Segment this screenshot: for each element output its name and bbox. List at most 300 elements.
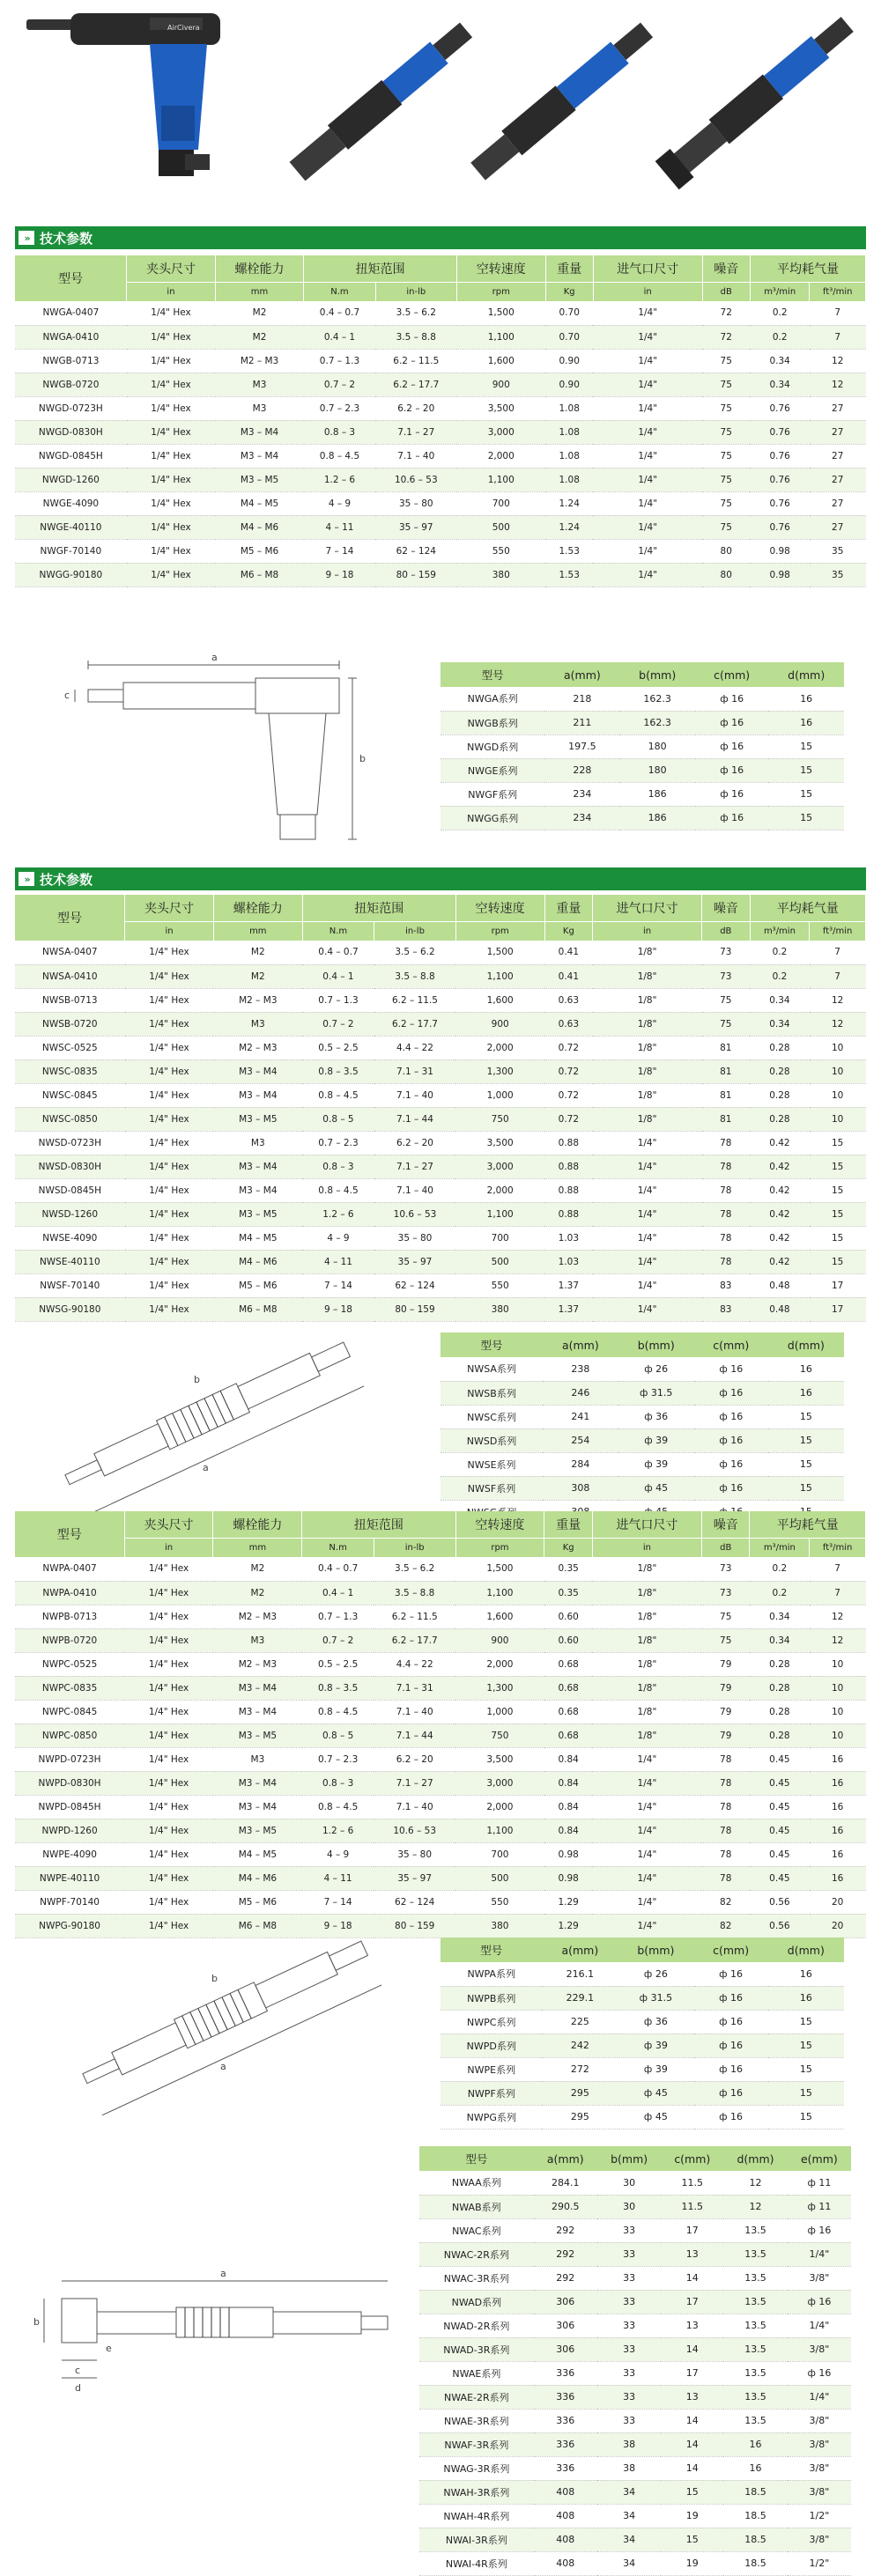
table-cell: 500 (455, 1250, 544, 1273)
table-cell: 1/4" Hex (125, 1107, 214, 1131)
table-cell: M3 (215, 396, 304, 420)
table-cell: 0.28 (750, 1700, 810, 1723)
table-cell: 79 (701, 1700, 750, 1723)
table-cell: 16 (768, 1357, 844, 1381)
table-cell: 0.8 – 4.5 (302, 1083, 374, 1107)
table-cell: 10 (810, 1059, 866, 1083)
table-cell: 18.5 (723, 2551, 788, 2575)
table-cell: 75 (702, 988, 751, 1012)
table-cell: 82 (701, 1890, 750, 1914)
dim-label-b: b (211, 1973, 218, 1984)
table-cell: 0.5 – 2.5 (302, 1036, 374, 1059)
table-cell: 78 (701, 1771, 750, 1795)
dim-header-cell: c(mm) (695, 662, 768, 687)
table-cell: M4 – M6 (213, 1250, 302, 1273)
table-cell: 16 (810, 1866, 866, 1890)
table-cell: 1/2" (788, 2551, 851, 2575)
table-cell: 1/4" (593, 1202, 702, 1226)
table-cell: 0.98 (750, 563, 810, 587)
table-cell: 0.76 (750, 515, 810, 539)
table-cell: NWAC-3R系列 (419, 2266, 534, 2290)
spec-unit-cell: in (593, 282, 702, 301)
table-cell: NWSC-0850 (15, 1107, 125, 1131)
table-cell: 18.5 (723, 2528, 788, 2551)
table-cell: 0.5 – 2.5 (302, 1652, 374, 1676)
table-cell: 16 (723, 2432, 788, 2456)
table-cell: 0.34 (750, 1012, 810, 1036)
table-cell: 3.5 – 6.2 (374, 1557, 455, 1581)
table-cell: 211 (544, 711, 619, 734)
table-cell: NWSF系列 (440, 1476, 543, 1500)
table-cell: 306 (534, 2290, 597, 2314)
table-cell: 75 (702, 515, 750, 539)
table-cell: 17 (810, 1273, 866, 1297)
spec-unit-cell: rpm (456, 282, 545, 301)
table-cell: 10.6 – 53 (374, 1202, 456, 1226)
table-cell: 7.1 – 44 (374, 1723, 455, 1747)
table-cell: NWSA系列 (440, 1357, 543, 1381)
spec-header-cell: 噪音 (702, 895, 751, 921)
table-cell: 1,600 (455, 1605, 544, 1628)
table-cell: 0.98 (750, 539, 810, 563)
table-cell: 550 (455, 1890, 544, 1914)
table-cell: 0.48 (750, 1273, 810, 1297)
spec-header-cell: 型号 (15, 255, 127, 301)
table-cell: 0.4 – 1 (302, 964, 374, 988)
dim-header-cell: d(mm) (768, 1938, 844, 1962)
table-cell: NWPD-1260 (15, 1819, 124, 1842)
table-cell: 229.1 (542, 1986, 618, 2010)
table-cell: 162.3 (619, 687, 695, 711)
table-row (419, 2242, 851, 2266)
table-cell: 34 (597, 2551, 662, 2575)
table-cell: 16 (768, 711, 844, 734)
table-cell: ф 16 (788, 2218, 851, 2242)
dim-label-c: c (64, 690, 70, 701)
table-cell: NWSB系列 (440, 1381, 543, 1405)
table-cell: 15 (768, 1428, 844, 1452)
table-row (15, 1795, 866, 1819)
table-cell: 15 (810, 1131, 866, 1155)
table-cell: 3,500 (455, 1747, 544, 1771)
table-cell: 0.4 – 0.7 (302, 1557, 374, 1581)
table-cell: NWPB-0720 (15, 1628, 124, 1652)
table-cell: 13.5 (723, 2290, 788, 2314)
table-cell: 3/8" (788, 2409, 851, 2432)
table-cell: 0.72 (544, 1083, 593, 1107)
table-cell: 15 (768, 2033, 844, 2057)
spec-unit-cell: in (125, 921, 214, 941)
spec-unit-cell: N.m (302, 1538, 374, 1557)
table-cell: M3 – M5 (213, 1202, 302, 1226)
table-cell: 16 (768, 1986, 844, 2010)
table-cell: 17 (810, 1297, 866, 1321)
table-cell: 1/4" Hex (124, 1723, 213, 1747)
table-cell: ф 26 (618, 1962, 693, 1986)
table-cell: 0.7 – 2 (302, 1012, 374, 1036)
table-cell: 33 (597, 2337, 662, 2361)
table-cell: NWPF系列 (440, 2081, 542, 2105)
table-cell: 75 (701, 1628, 750, 1652)
table-cell: 1.24 (545, 515, 593, 539)
table-cell: ф 16 (788, 2290, 851, 2314)
table-cell: M6 – M8 (213, 1297, 302, 1321)
spec-header-cell: 重量 (545, 255, 593, 282)
table-cell: 3,000 (455, 1771, 544, 1795)
table-cell: 15 (768, 758, 844, 782)
table-cell: 1/8" (592, 1605, 701, 1628)
table-cell: 1/4" Hex (127, 444, 216, 468)
table-row (15, 1747, 866, 1771)
table-cell: 1.24 (545, 491, 593, 515)
table-cell: 4 – 9 (302, 1226, 374, 1250)
table-cell: 1,000 (455, 1083, 544, 1107)
spec-header-cell: 重量 (544, 895, 593, 921)
table-cell: 78 (701, 1842, 750, 1866)
table-cell: 15 (768, 2057, 844, 2081)
dim-header-cell: 型号 (440, 1332, 543, 1357)
table-cell: 1.03 (544, 1226, 593, 1250)
table-cell: ф 16 (695, 711, 768, 734)
dim-header-cell: b(mm) (597, 2146, 662, 2171)
table-cell: 73 (702, 941, 751, 964)
table-cell: 1/8" (593, 941, 702, 964)
table-cell: NWSD-0723H (15, 1131, 125, 1155)
angle-dimension-drawing (26, 2263, 405, 2457)
table-row (440, 2081, 844, 2105)
table-cell: 14 (661, 2409, 723, 2432)
table-cell: 33 (597, 2385, 662, 2409)
table-cell: 0.48 (750, 1297, 810, 1321)
table-cell: 246 (543, 1381, 618, 1405)
table-cell: M2 – M3 (213, 1652, 302, 1676)
table-cell: 1/4" Hex (125, 1036, 214, 1059)
table-cell: NWSE系列 (440, 1452, 543, 1476)
spec-unit-cell: Kg (544, 1538, 593, 1557)
table-cell: M4 – M5 (215, 491, 304, 515)
table-cell: 10 (810, 1700, 866, 1723)
table-cell: 0.60 (544, 1628, 593, 1652)
table-row (15, 1012, 866, 1036)
table-cell: 15 (810, 1250, 866, 1273)
table-cell: 10 (810, 1083, 866, 1107)
table-cell: 700 (456, 491, 545, 515)
table-row (440, 1452, 844, 1476)
table-cell: 1/4" Hex (127, 349, 216, 373)
table-cell: 1/4" (593, 491, 702, 515)
table-row (15, 1628, 866, 1652)
table-cell: 1.53 (545, 563, 593, 587)
table-cell: 7 – 14 (304, 539, 375, 563)
table-cell: 0.70 (545, 325, 593, 349)
table-cell: NWPA系列 (440, 1962, 542, 1986)
table-cell: ф 16 (694, 1962, 768, 1986)
dim-header-cell: d(mm) (723, 2146, 788, 2171)
table-cell: M5 – M6 (215, 539, 304, 563)
spec-unit-cell: ft³/min (810, 1538, 866, 1557)
table-cell: 15 (810, 1202, 866, 1226)
table-cell: 0.8 – 4.5 (302, 1700, 374, 1723)
table-cell: 1/4" Hex (127, 563, 216, 587)
spec-unit-cell: mm (215, 282, 304, 301)
table-cell: 0.8 – 4.5 (302, 1178, 374, 1202)
spec-unit-cell: ft³/min (810, 282, 866, 301)
table-cell: M2 (213, 941, 302, 964)
table-cell: 75 (701, 1605, 750, 1628)
table-cell: NWPD-0830H (15, 1771, 124, 1795)
table-cell: 180 (619, 734, 695, 758)
straight-screwdriver-image-2 (467, 4, 643, 207)
spec-header-cell: 螺栓能力 (213, 1511, 302, 1538)
table-cell: 27 (810, 515, 866, 539)
table-cell: 35 (810, 539, 866, 563)
table-cell: 1/4" Hex (124, 1890, 213, 1914)
table-cell: 12 (810, 1012, 866, 1036)
table-cell: 0.28 (750, 1723, 810, 1747)
table-cell: 3.5 – 8.8 (374, 964, 456, 988)
table-cell: 336 (534, 2385, 597, 2409)
table-cell: ф 45 (618, 2105, 693, 2129)
table-cell: 7.1 – 31 (374, 1059, 456, 1083)
spec-unit-cell: in-lb (374, 1538, 455, 1557)
table-cell: 30 (597, 2195, 662, 2218)
section-title: 技术参数 (40, 871, 93, 888)
table-cell: NWPE-4090 (15, 1842, 124, 1866)
dim-header-cell: a(mm) (544, 662, 619, 687)
table-cell: ф 16 (694, 1381, 768, 1405)
table-cell: M3 – M5 (213, 1723, 302, 1747)
table-cell: 1/8" (592, 1557, 701, 1581)
table-cell: 0.45 (750, 1795, 810, 1819)
table-cell: 7 – 14 (302, 1273, 374, 1297)
dim-header-cell: 型号 (440, 662, 544, 687)
table-cell: 1.08 (545, 468, 593, 491)
table-cell: 1/4" (593, 1273, 702, 1297)
spec-header-cell: 噪音 (701, 1511, 750, 1538)
table-cell: M3 (213, 1747, 302, 1771)
table-cell: NWGF系列 (440, 782, 544, 806)
table-cell: 12 (810, 373, 866, 396)
table-row (419, 2385, 851, 2409)
table-cell: ф 39 (618, 1452, 694, 1476)
table-cell: 900 (455, 1012, 544, 1036)
spec-unit-cell: Kg (545, 282, 593, 301)
table-cell: ф 45 (618, 1476, 694, 1500)
table-cell: 1/8" (593, 964, 702, 988)
table-cell: 1.03 (544, 1250, 593, 1273)
table-cell: 13 (661, 2385, 723, 2409)
table-row (15, 988, 866, 1012)
table-cell: 0.56 (750, 1914, 810, 1938)
table-cell: 0.4 – 0.7 (304, 301, 375, 325)
table-cell: 0.45 (750, 1866, 810, 1890)
table-cell: 0.42 (750, 1202, 810, 1226)
table-cell: 13.5 (723, 2242, 788, 2266)
table-cell: 7.1 – 44 (374, 1107, 456, 1131)
table-cell: 1.2 – 6 (302, 1202, 374, 1226)
table-cell: NWGA-0407 (15, 301, 127, 325)
table-cell: NWAH-4R系列 (419, 2504, 534, 2528)
table-cell: NWSG-90180 (15, 1297, 125, 1321)
table-cell: NWPB系列 (440, 1986, 542, 2010)
table-cell: 7 (810, 964, 866, 988)
dim-header-cell: b(mm) (618, 1332, 694, 1357)
table-row (15, 1059, 866, 1083)
spec-unit-cell: in-lb (375, 282, 456, 301)
table-cell: 0.98 (544, 1842, 593, 1866)
spec-header-cell: 型号 (15, 895, 125, 941)
table-cell: 1/8" (593, 988, 702, 1012)
table-cell: 75 (702, 491, 750, 515)
table-cell: 0.45 (750, 1747, 810, 1771)
table-cell: NWSD-0830H (15, 1155, 125, 1178)
table-cell: 75 (702, 349, 750, 373)
table-cell: 1/4" (593, 373, 702, 396)
spec-header-cell: 平均耗气量 (750, 255, 865, 282)
table-cell: 13 (661, 2314, 723, 2337)
table-cell: 3/8" (788, 2480, 851, 2504)
table-cell: 0.41 (544, 964, 593, 988)
spec-header-cell: 噪音 (702, 255, 750, 282)
brand-label: AirCivera (167, 24, 200, 32)
table-row (440, 2057, 844, 2081)
straight-dimension-drawing-1 (35, 1339, 388, 1488)
spec-unit-cell: mm (213, 1538, 302, 1557)
dim-header-cell: b(mm) (618, 1938, 693, 1962)
table-cell: 1,500 (456, 301, 545, 325)
table-cell: 6.2 – 11.5 (374, 1605, 455, 1628)
table-cell: 1/4" Hex (124, 1795, 213, 1819)
table-cell: 272 (542, 2057, 618, 2081)
table-cell: ф 36 (618, 1405, 694, 1428)
table-cell: 1/4" (593, 1131, 702, 1155)
table-cell: 1/4" (788, 2385, 851, 2409)
table-cell: NWAB系列 (419, 2195, 534, 2218)
table-cell: ф 11 (788, 2171, 851, 2195)
table-cell: NWSD-1260 (15, 1202, 125, 1226)
table-cell: 0.88 (544, 1155, 593, 1178)
table-row (440, 734, 844, 758)
table-cell: 35 – 97 (375, 515, 456, 539)
table-cell: 1/4" (593, 325, 702, 349)
table-cell: 78 (702, 1250, 751, 1273)
table-cell: NWAF-3R系列 (419, 2432, 534, 2456)
table-cell: 0.28 (750, 1083, 810, 1107)
table-cell: 1/8" (593, 1059, 702, 1083)
table-cell: 0.45 (750, 1819, 810, 1842)
table-row (419, 2480, 851, 2504)
dim-header-cell: 型号 (440, 1938, 542, 1962)
table-cell: 0.7 – 1.3 (302, 1605, 374, 1628)
table-row (15, 1652, 866, 1676)
table-cell: 306 (534, 2314, 597, 2337)
table-cell: 78 (702, 1131, 751, 1155)
table-cell: 72 (702, 301, 750, 325)
table-cell: 1/8" (593, 1107, 702, 1131)
table-cell: M3 (213, 1131, 302, 1155)
table-cell: M3 – M5 (215, 468, 304, 491)
table-cell: 336 (534, 2456, 597, 2480)
table-cell: 78 (701, 1795, 750, 1819)
table-cell: 1,500 (455, 1557, 544, 1581)
table-cell: 0.84 (544, 1771, 593, 1795)
table-cell: 0.76 (750, 396, 810, 420)
table-cell: 1/4" (593, 1297, 702, 1321)
pistol-dimension-drawing (62, 647, 379, 850)
table-cell: 1,100 (455, 964, 544, 988)
table-cell: 1.37 (544, 1273, 593, 1297)
table-cell: 80 – 159 (375, 563, 456, 587)
table-cell: 80 (702, 539, 750, 563)
table-cell: 81 (702, 1036, 751, 1059)
table-cell: M6 – M8 (215, 563, 304, 587)
table-cell: NWGD系列 (440, 734, 544, 758)
angle-screwdriver-image (643, 4, 855, 211)
table-cell: 14 (661, 2432, 723, 2456)
table-cell: 216.1 (542, 1962, 618, 1986)
table-cell: 0.35 (544, 1557, 593, 1581)
table-cell: 0.45 (750, 1842, 810, 1866)
table-row (440, 2033, 844, 2057)
table-cell: 1/4" Hex (124, 1866, 213, 1890)
table-cell: 0.8 – 5 (302, 1723, 374, 1747)
table-cell: 1/4" Hex (125, 964, 214, 988)
table-cell: NWGD-0830H (15, 420, 127, 444)
table-cell: NWPC-0525 (15, 1652, 124, 1676)
spec-unit-cell: rpm (455, 1538, 544, 1557)
table-cell: 83 (702, 1297, 751, 1321)
table-cell: 18.5 (723, 2480, 788, 2504)
table-cell: 1/4" Hex (125, 1273, 214, 1297)
table-cell: ф 16 (695, 782, 768, 806)
table-cell: M2 (213, 1581, 302, 1605)
table-cell: ф 16 (694, 1986, 768, 2010)
table-cell: 1/8" (593, 1012, 702, 1036)
table-row (419, 2528, 851, 2551)
table-cell: 0.72 (544, 1059, 593, 1083)
pistol-screwdriver-image (18, 9, 255, 185)
table-cell: 7.1 – 27 (374, 1155, 456, 1178)
table-cell: 38 (597, 2432, 662, 2456)
table-cell: NWPE-40110 (15, 1866, 124, 1890)
table-cell: 1,300 (455, 1059, 544, 1083)
table-cell: 0.2 (750, 325, 810, 349)
table-cell: 15 (661, 2480, 723, 2504)
table-row (15, 1178, 866, 1202)
table-cell: 1/4" Hex (124, 1771, 213, 1795)
table-cell: M3 (213, 1012, 302, 1036)
table-cell: NWSE-4090 (15, 1226, 125, 1250)
table-cell: 81 (702, 1107, 751, 1131)
table-cell: 3/8" (788, 2432, 851, 2456)
table-cell: 254 (543, 1428, 618, 1452)
table-cell: 7 (810, 1581, 866, 1605)
table-cell: 3,000 (456, 420, 545, 444)
table-cell: 380 (455, 1914, 544, 1938)
table-cell: 1/4" (593, 1226, 702, 1250)
table-cell: 1/4" (592, 1842, 701, 1866)
dim-table-nwp (440, 1938, 844, 2129)
table-cell: 33 (597, 2361, 662, 2385)
table-row (440, 758, 844, 782)
table-cell: 1/4" (593, 1178, 702, 1202)
table-cell: ф 39 (618, 2057, 693, 2081)
table-cell: 35 (810, 563, 866, 587)
table-cell: 1,100 (456, 325, 545, 349)
table-cell: 1,600 (456, 349, 545, 373)
table-cell: M4 – M5 (213, 1842, 302, 1866)
table-cell: 0.84 (544, 1747, 593, 1771)
